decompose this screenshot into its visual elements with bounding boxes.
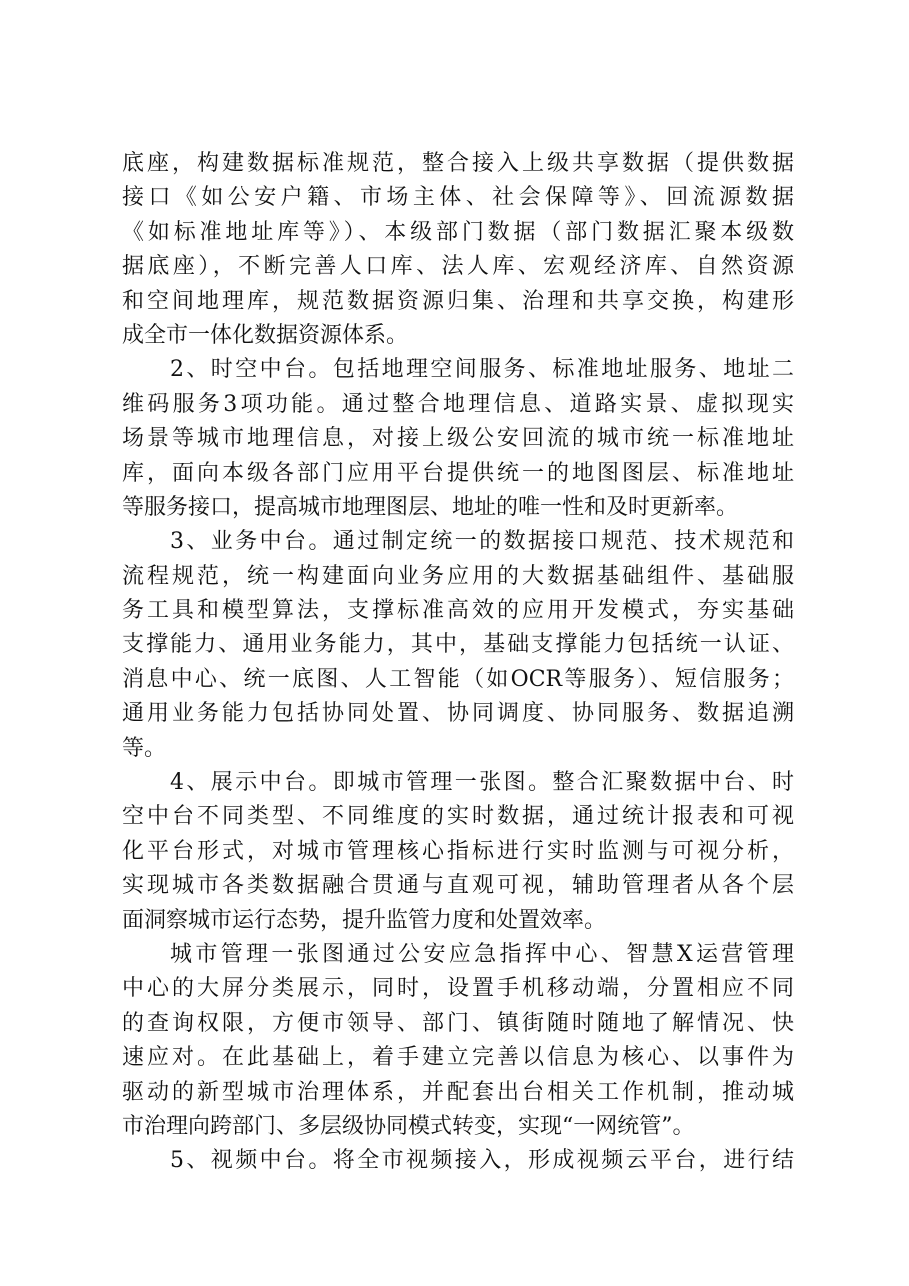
text-line: 流程规范，统一构建面向业务应用的大数据基础组件、基础服	[122, 563, 794, 589]
text-line: 4、展示中台。即城市管理一张图。整合汇聚数据中台、时	[170, 770, 794, 796]
text-line: 底座，构建数据标准规范，整合接入上级共享数据（提供数据	[122, 151, 794, 176]
text-line: 驱动的新型城市治理体系，并配套出台相关工作机制，推动城	[122, 1079, 794, 1105]
text-line: 场景等城市地理信息，对接上级公安回流的城市统一标准地址	[122, 426, 794, 452]
text-line: 化平台形式，对城市管理核心指标进行实时监测与可视分析，	[122, 838, 794, 864]
text-line: 中心的大屏分类展示，同时，设置手机移动端，分置相应不同	[122, 976, 794, 1002]
text-line: 通用业务能力包括协同处置、协同调度、协同服务、数据追溯	[122, 701, 794, 727]
text-line: 3、业务中台。通过制定统一的数据接口规范、技术规范和	[170, 529, 794, 555]
text-line: 支撑能力、通用业务能力，其中，基础支撑能力包括统一认证、	[122, 632, 794, 658]
text-line: 等服务接口，提高城市地理图层、地址的唯一性和及时更新率。	[122, 494, 739, 520]
text-line: 消息中心、统一底图、人工智能（如OCR等服务）、短信服务；	[122, 666, 794, 692]
text-line: 城市管理一张图通过公安应急指挥中心、智慧X运营管理	[170, 941, 794, 967]
text-line: 实现城市各类数据融合贯通与直观可视，辅助管理者从各个层	[122, 873, 794, 899]
text-line: 和空间地理库，规范数据资源归集、治理和共享交换，构建形	[122, 288, 794, 314]
text-line: 5、视频中台。将全市视频接入，形成视频云平台，进行结	[170, 1148, 794, 1174]
text-line: 务工具和模型算法，支撑标准高效的应用开发模式，夯实基础	[122, 598, 794, 624]
text-line: 速应对。在此基础上，着手建立完善以信息为核心、以事件为	[122, 1045, 794, 1071]
text-line: 据底座），不断完善人口库、法人库、宏观经济库、自然资源	[122, 254, 794, 280]
text-line: 面洞察城市运行态势，提升监管力度和处置效率。	[122, 907, 607, 933]
text-line: 空中台不同类型、不同维度的实时数据，通过统计报表和可视	[122, 804, 794, 830]
text-line: 《如标准地址库等》）、本级部门数据（部门数据汇聚本级数	[122, 219, 794, 245]
text-line: 成全市一体化数据资源体系。	[122, 322, 409, 348]
text-line: 等。	[122, 735, 167, 761]
text-line: 2、时空中台。包括地理空间服务、标准地址服务、地址二	[170, 357, 794, 383]
document-body	[122, 147, 794, 1179]
text-line: 市治理向跨部门、多层级协同模式转变，实现“一网统管”。	[122, 1113, 695, 1139]
text-line: 库，面向本级各部门应用平台提供统一的地图图层、标准地址	[122, 460, 794, 486]
text-line: 维码服务3项功能。通过整合地理信息、道路实景、虚拟现实	[122, 391, 794, 417]
text-line: 接口《如公安户籍、市场主体、社会保障等》、回流源数据	[122, 185, 794, 211]
text-line: 的查询权限，方便市领导、部门、镇街随时随地了解情况、快	[122, 1010, 794, 1036]
